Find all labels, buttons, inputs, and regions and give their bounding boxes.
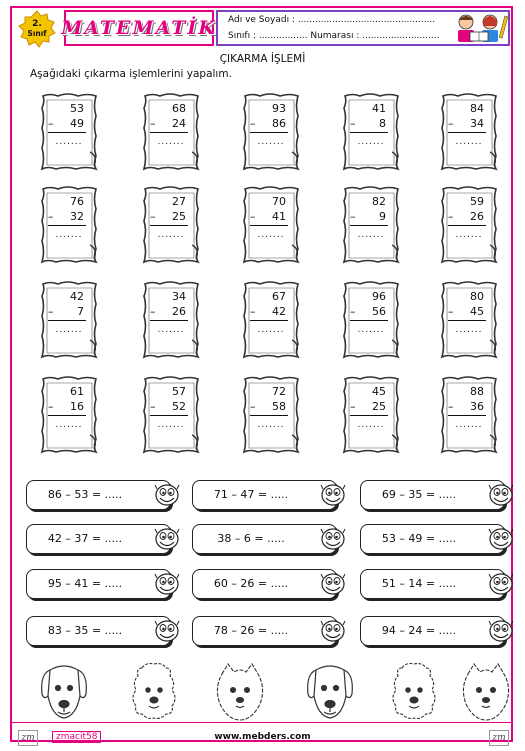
subtraction-card [340,92,402,172]
subtraction-card [340,185,402,265]
smiley-face-icon [320,527,346,551]
minus-sign: – [48,305,54,318]
dog-icon [36,660,92,724]
kids-reading-icon [452,12,508,44]
minuend: 88 [470,385,484,398]
grade-number: 2. [32,19,42,29]
smiley-face-icon [154,572,180,596]
minus-sign: – [350,210,356,223]
smiley-face-icon [154,483,180,507]
sum-line [350,415,388,416]
minus-sign: – [350,117,356,130]
subtrahend: 25 [372,400,386,413]
subtrahend: 49 [70,117,84,130]
grade-label: Sınıf [27,29,47,38]
subtrahend: 26 [470,210,484,223]
sum-line [150,225,188,226]
minuend: 34 [172,290,186,303]
minuend: 57 [172,385,186,398]
answer-blank[interactable]: ....... [157,420,185,430]
minuend: 76 [70,195,84,208]
sum-line [48,225,86,226]
subtraction-card [240,375,302,455]
page-title: MATEMATİK [61,17,217,39]
sum-line [448,415,486,416]
minus-sign: – [150,400,156,413]
subtrahend: 7 [77,305,84,318]
subtrahend: 25 [172,210,186,223]
answer-blank[interactable]: ....... [55,420,83,430]
minuend: 67 [272,290,286,303]
sum-line [250,415,288,416]
minuend: 96 [372,290,386,303]
answer-blank[interactable]: ....... [55,137,83,147]
subtraction-card [240,280,302,360]
answer-blank[interactable]: ....... [455,420,483,430]
name-field[interactable]: Adı ve Soyadı : ................................................ [228,15,436,25]
answer-blank[interactable]: ....... [357,325,385,335]
minus-sign: – [48,210,54,223]
minuend: 41 [372,102,386,115]
subtraction-card [38,375,100,455]
sum-line [350,132,388,133]
subtraction-card [438,92,500,172]
website-link[interactable]: www.mebders.com [214,732,311,742]
subtrahend: 26 [172,305,186,318]
subtraction-card [140,280,202,360]
subtraction-card [38,185,100,265]
minus-sign: – [48,117,54,130]
subtrahend: 58 [272,400,286,413]
answer-blank[interactable]: ....... [55,230,83,240]
smiley-face-icon [320,619,346,643]
equation-text[interactable]: 51 – 14 = ..... [381,577,457,590]
smiley-face-icon [320,572,346,596]
subtrahend: 56 [372,305,386,318]
answer-blank[interactable]: ....... [55,325,83,335]
subtrahend: 8 [379,117,386,130]
minuend: 72 [272,385,286,398]
answer-blank[interactable]: ....... [257,325,285,335]
minuend: 45 [372,385,386,398]
minuend: 42 [70,290,84,303]
poodle-icon [386,660,442,724]
subtraction-card [140,92,202,172]
smiley-face-icon [320,483,346,507]
minuend: 61 [70,385,84,398]
equation-text[interactable]: 42 – 37 = ..... [47,532,123,545]
smiley-face-icon [488,483,514,507]
smiley-face-icon [488,572,514,596]
minuend: 27 [172,195,186,208]
minus-sign: – [150,117,156,130]
sum-line [150,132,188,133]
subtraction-card [38,92,100,172]
answer-blank[interactable]: ....... [357,230,385,240]
answer-blank[interactable]: ....... [257,230,285,240]
smiley-face-icon [154,619,180,643]
subtraction-card [240,185,302,265]
sum-line [150,415,188,416]
sum-line [150,320,188,321]
sum-line [250,132,288,133]
sum-line [448,225,486,226]
answer-blank[interactable]: ....... [257,420,285,430]
minuend: 70 [272,195,286,208]
sum-line [448,132,486,133]
subtraction-card [438,375,500,455]
pomeranian-icon [458,660,514,724]
subtraction-card [240,92,302,172]
subtrahend: 16 [70,400,84,413]
poodle-icon [126,660,182,724]
minus-sign: – [350,305,356,318]
minuend: 68 [172,102,186,115]
answer-blank[interactable]: ....... [357,137,385,147]
minus-sign: – [250,210,256,223]
minus-sign: – [250,117,256,130]
pomeranian-icon [212,660,268,724]
smiley-face-icon [488,527,514,551]
minus-sign: – [250,400,256,413]
answer-blank[interactable]: ....... [455,325,483,335]
subtrahend: 42 [272,305,286,318]
answer-blank[interactable]: ....... [157,230,185,240]
subtraction-card [140,375,202,455]
smiley-face-icon [488,619,514,643]
subtrahend: 52 [172,400,186,413]
instruction-text: Aşağıdaki çıkarma işlemlerini yapalım. [30,68,232,80]
answer-blank[interactable]: ....... [455,137,483,147]
subtraction-card [438,280,500,360]
minus-sign: – [48,400,54,413]
footer-divider [12,722,513,723]
dog-icon [302,660,358,724]
subtraction-card [340,375,402,455]
minus-sign: – [150,305,156,318]
minuend: 59 [470,195,484,208]
author-tag: zmacit58 [52,731,101,743]
sum-line [48,132,86,133]
sum-line [350,225,388,226]
equation-text[interactable]: 38 – 6 = ..... [217,532,285,545]
answer-blank[interactable]: ....... [357,420,385,430]
minuend: 80 [470,290,484,303]
equation-text[interactable]: 53 – 49 = ..... [381,532,457,545]
footer-logo-right: zm [489,730,509,746]
equation-text[interactable]: 60 – 26 = ..... [213,577,289,590]
subtrahend: 41 [272,210,286,223]
grade-badge [18,10,56,48]
subtraction-card [438,185,500,265]
sum-line [350,320,388,321]
section-title: ÇIKARMA İŞLEMİ [219,53,306,65]
subtrahend: 45 [470,305,484,318]
answer-blank[interactable]: ....... [157,325,185,335]
minus-sign: – [448,117,454,130]
equation-text[interactable]: 94 – 24 = ..... [381,624,457,637]
equation-text[interactable]: 95 – 41 = ..... [47,577,123,590]
equation-text[interactable]: 83 – 35 = ..... [47,624,123,637]
subtrahend: 9 [379,210,386,223]
minus-sign: – [150,210,156,223]
equation-text[interactable]: 78 – 26 = ..... [213,624,289,637]
minus-sign: – [448,305,454,318]
equation-text[interactable]: 71 – 47 = ..... [213,488,289,501]
minus-sign: – [448,210,454,223]
subtraction-card [38,280,100,360]
sum-line [448,320,486,321]
minuend: 53 [70,102,84,115]
subtrahend: 34 [470,117,484,130]
answer-blank[interactable]: ....... [257,137,285,147]
equation-text[interactable]: 86 – 53 = ..... [47,488,123,501]
subtraction-card [140,185,202,265]
minus-sign: – [250,305,256,318]
subtrahend: 32 [70,210,84,223]
answer-blank[interactable]: ....... [157,137,185,147]
title-box [61,10,217,46]
minuend: 93 [272,102,286,115]
answer-blank[interactable]: ....... [455,230,483,240]
smiley-face-icon [154,527,180,551]
equation-text[interactable]: 69 – 35 = ..... [381,488,457,501]
sum-line [250,320,288,321]
sum-line [250,225,288,226]
minus-sign: – [448,400,454,413]
footer-logo-left: zm [18,730,38,746]
sum-line [48,320,86,321]
minuend: 82 [372,195,386,208]
minus-sign: – [350,400,356,413]
subtraction-card [340,280,402,360]
subtrahend: 24 [172,117,186,130]
class-number-field[interactable]: Sınıfı : ................. Numarası : ........................... [228,31,440,41]
subtrahend: 86 [272,117,286,130]
sum-line [48,415,86,416]
minuend: 84 [470,102,484,115]
subtrahend: 36 [470,400,484,413]
